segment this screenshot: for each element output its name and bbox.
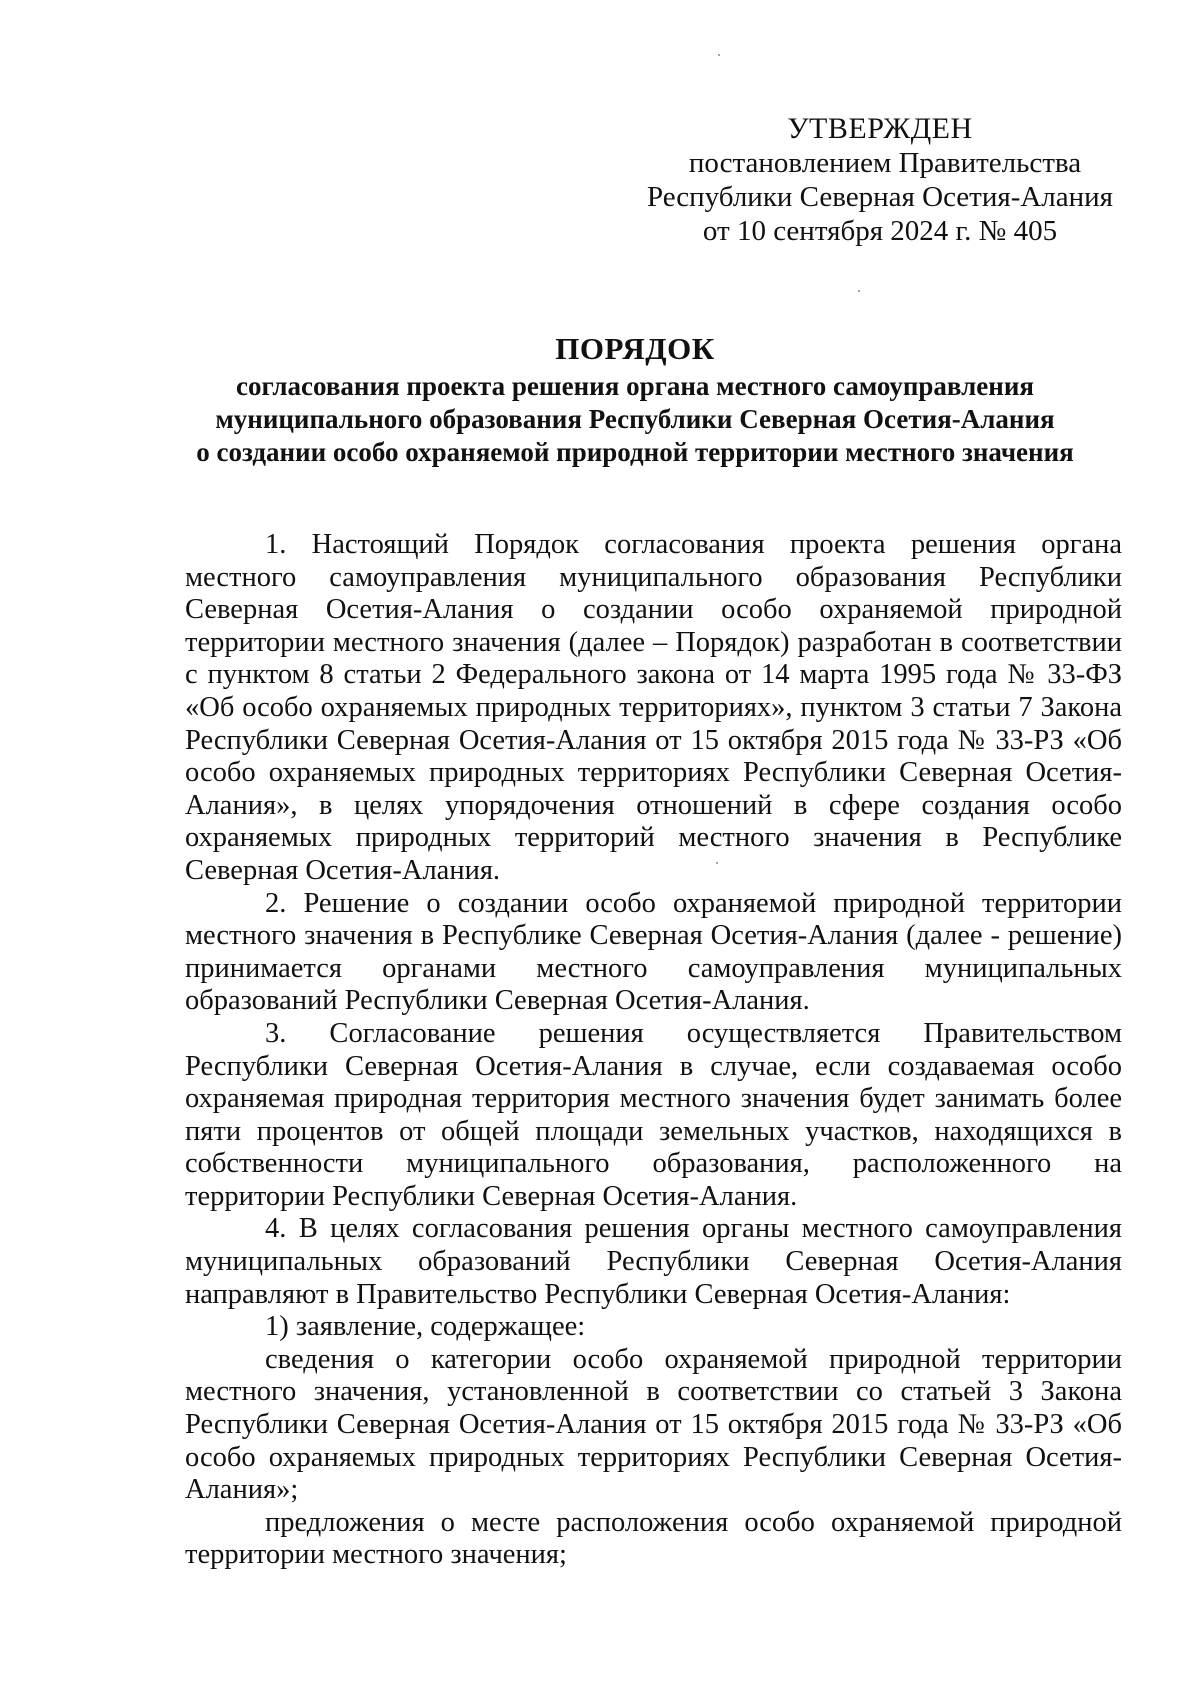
document-subtitle-line: согласования проекта решения органа местного самоуправления	[236, 371, 1034, 401]
approval-line: от 10 сентября 2024 г. № 405	[702, 215, 1058, 247]
document-title-block	[150, 330, 1120, 469]
paragraph-4-item-1-point-1: сведения о категории особо охраняемой природной территории местного значения, установленной в соответствии со статьей 3 Закона Республики Северная Осетия-Алания от 15 октября 2015 года № 33-РЗ «Об особо охраняемых природных территориях Республики Северная Осетия-Алания»;	[185, 1343, 1122, 1506]
document-subtitle-line: о создании особо охраняемой природной территории местного значения	[196, 437, 1074, 467]
document-body	[185, 529, 1122, 1572]
paragraph-4: 4. В целях согласования решения органы местного самоуправления муниципальных образований Республики Северная Осетия-Алания направляют в Правительство Республики Северная Осетия-Алания:	[185, 1213, 1122, 1310]
paragraph-1: 1. Настоящий Порядок согласования проекта решения органа местного самоуправления муниципального образования Республики Северная Осетия-Алания о создании особо охраняемой природной территории местного значения (далее – Порядок) разработан в соответствии с пунктом 8 статьи 2 Федерального закона от 14 марта 1995 года № 33-ФЗ «Об особо охраняемых природных территориях», пунктом 3 статьи 7 Закона Республики Северная Осетия-Алания от 15 октября 2015 года № 33-РЗ «Об особо охраняемых природных территориях Республики Северная Осетия-Алания», в целях упорядочения отношений в сфере создания особо охраняемых природных территорий местного значения в Республике Северная Осетия-Алания.	[185, 529, 1122, 886]
approval-line: постановлением Правительства	[688, 147, 1082, 179]
paragraph-4-item-1: 1) заявление, содержащее:	[265, 1311, 586, 1343]
approval-line: Республики Северная Осетия-Алания	[646, 181, 1114, 213]
scan-speck	[718, 54, 720, 56]
scan-speck	[858, 290, 860, 292]
paragraph-4-item-1-point-2: предложения о месте расположения особо охраняемой природной территории местного значения;	[185, 1506, 1122, 1571]
approval-heading: УТВЕРЖДЕН	[787, 112, 973, 145]
paragraph-3: 3. Согласование решения осуществляется Правительством Республики Северная Осетия-Алания в случае, если создаваемая особо охраняемая природная территория местного значения будет занимать более пяти процентов от общей площади земельных участков, находящихся в собственности муниципального образования, расположенного на территории Республики Северная Осетия-Алания.	[185, 1017, 1122, 1212]
paragraph-2: 2. Решение о создании особо охраняемой природной территории местного значения в Республике Северная Осетия-Алания (далее - решение) принимается органами местного самоуправления муниципальных образований Республики Северная Осетия-Алания.	[185, 887, 1122, 1017]
document-title: ПОРЯДОК	[555, 331, 715, 366]
approval-stamp-block	[640, 112, 1120, 248]
document-subtitle-line: муниципального образования Республики Северная Осетия-Алания	[215, 404, 1055, 434]
